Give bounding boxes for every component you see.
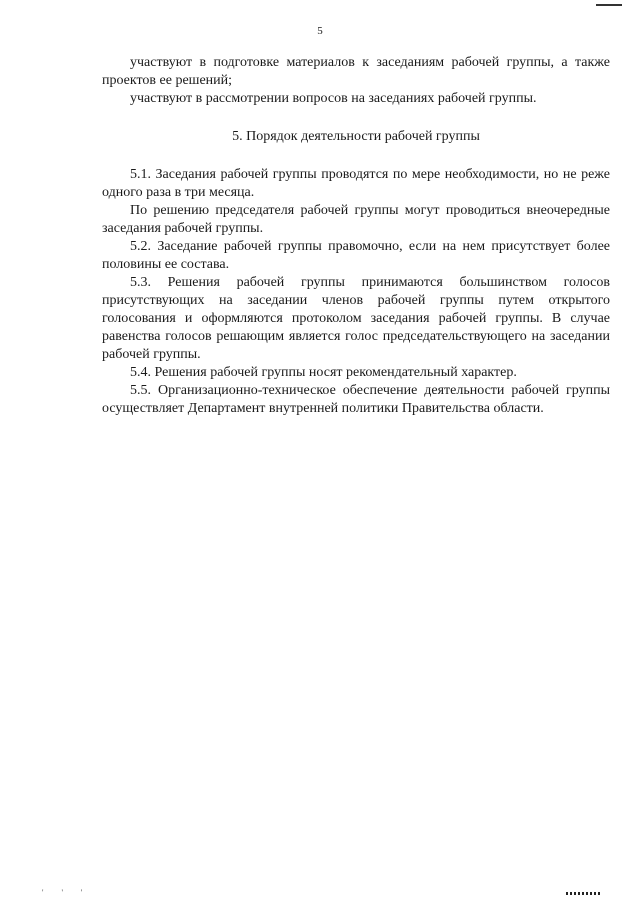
footer-marks: ' ' ' [42, 888, 91, 897]
page-number: 5 [317, 25, 323, 37]
corner-mark [596, 0, 622, 6]
paragraph: 5.5. Организационно-техническое обеспечение деятельности рабочей группы осуществляет Департамент внутренней политики Правительства области. [102, 383, 610, 416]
footer-barcode-mark [566, 892, 600, 895]
paragraph: По решению председателя рабочей группы могут проводиться внеочередные заседания рабочей группы. [102, 203, 610, 236]
paragraph: участвуют в рассмотрении вопросов на заседаниях рабочей группы. [130, 91, 537, 106]
paragraph: 5.2. Заседание рабочей группы правомочно, если на нем присутствует более половины ее состава. [102, 239, 610, 272]
document-body [102, 54, 610, 418]
paragraph: 5.1. Заседания рабочей группы проводятся по мере необходимости, но не реже одного раза в три месяца. [102, 167, 610, 200]
paragraph: 5.3. Решения рабочей группы принимаются большинством голосов присутствующих на заседании членов рабочей группы путем открытого голосования и оформляются протоколом заседания рабочей группы. В случае равенства голосов решающим является голос председательствующего на заседании рабочей группы. [102, 275, 610, 362]
paragraph: участвуют в подготовке материалов к заседаниям рабочей группы, а также проектов ее решений; [102, 55, 610, 88]
paragraph: 5.4. Решения рабочей группы носят рекомендательный характер. [130, 365, 517, 380]
section-title: 5. Порядок деятельности рабочей группы [232, 129, 480, 144]
